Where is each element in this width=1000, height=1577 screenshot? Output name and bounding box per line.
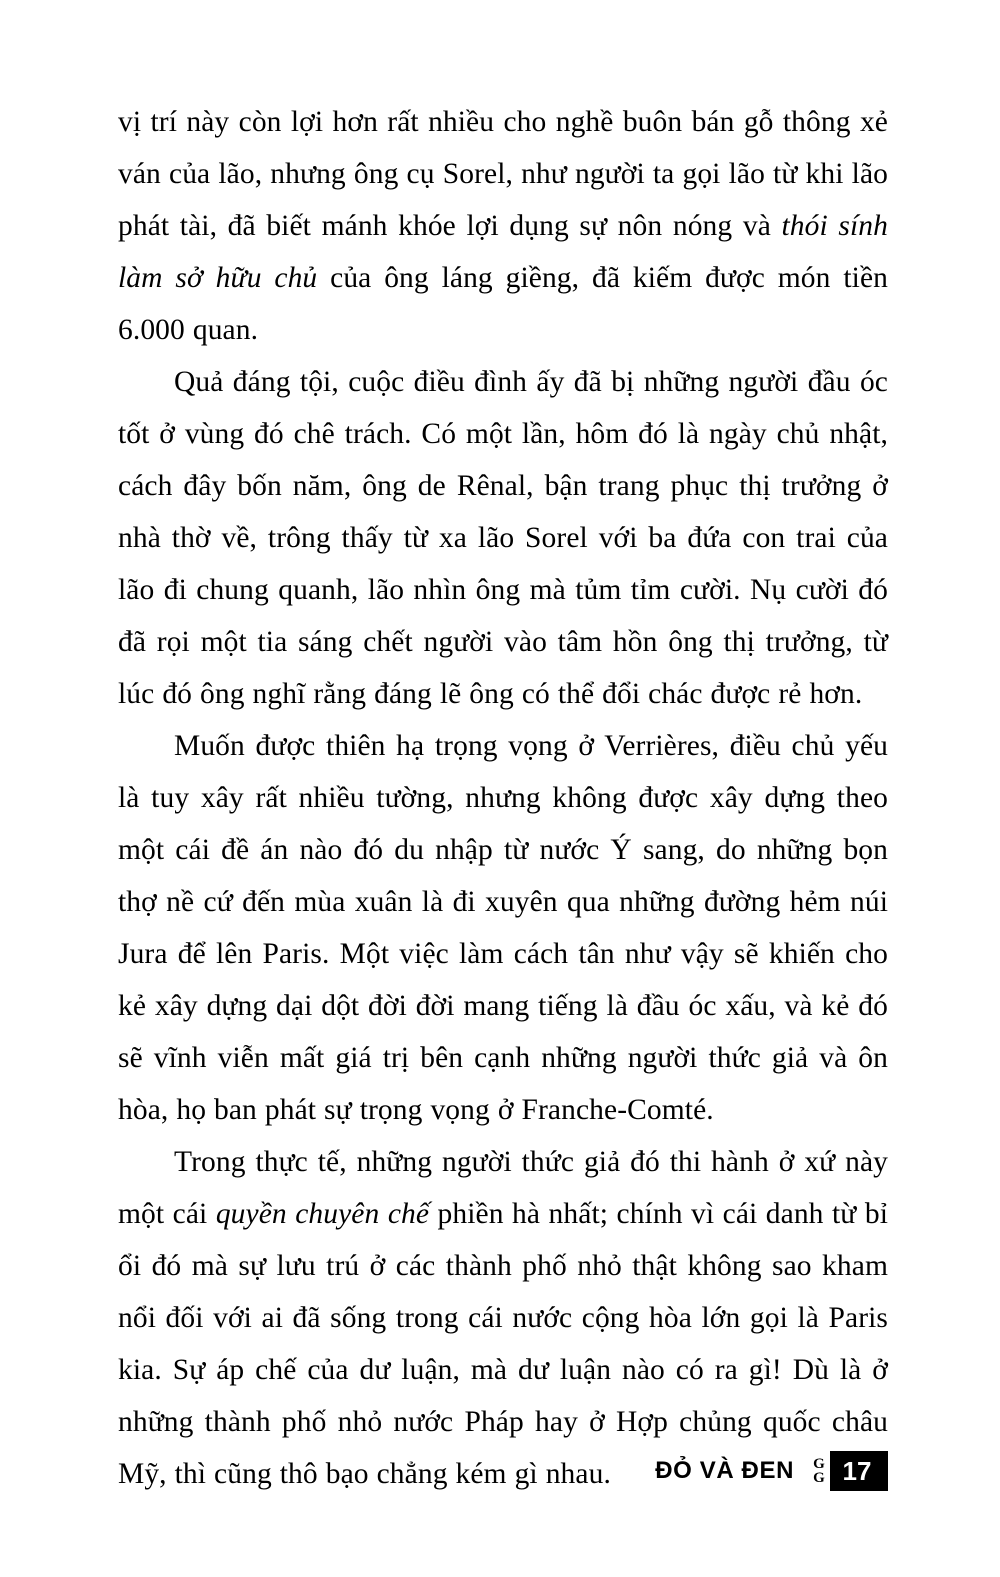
text-run: của ông láng giềng, đã kiếm được món tiền 6.000 quan.	[118, 262, 888, 346]
page-footer	[0, 1447, 1000, 1491]
page-body-text	[118, 96, 888, 1500]
text-run: Quả đáng tội, cuộc điều đình ấy đã bị những người đầu óc tốt ở vùng đó chê trách. Có một lần, hôm đó là ngày chủ nhật, cách đây bốn năm, ông de Rênal, bận trang phục thị trưởng ở nhà thờ về, trông thấy từ xa lão Sorel với ba đứa con trai của lão đi chung quanh, lão nhìn ông mà tủm tỉm cười. Nụ cười đó đã rọi một tia sáng chết người vào tâm hồn ông thị trưởng, từ lúc đó ông nghĩ rằng đáng lẽ ông có thể đổi chác được rẻ hơn.	[118, 366, 888, 710]
paragraph	[118, 96, 888, 356]
text-run: Trong thực tế, những người thức giả đó thi hành ở xứ này một cái	[118, 1146, 888, 1230]
page-number: 17	[842, 1455, 872, 1486]
publisher-mark-top: G	[813, 1456, 825, 1472]
paragraph	[118, 356, 888, 720]
publisher-mark-bottom: G	[813, 1470, 825, 1486]
text-run: vị trí này còn lợi hơn rất nhiều cho nghề buôn bán gỗ thông xẻ ván của lão, nhưng ông cụ Sorel, như người ta gọi lão từ khi lão phát tài, đã biết mánh khóe lợi dụng sự nôn nóng và	[118, 106, 888, 242]
text-run: Muốn được thiên hạ trọng vọng ở Verrières, điều chủ yếu là tuy xây rất nhiều tường, nhưng không được xây dựng theo một cái đề án nào đó du nhập từ nước Ý sang, do những bọn thợ nề cứ đến mùa xuân là đi xuyên qua những đường hẻm núi Jura để lên Paris. Một việc làm cách tân như vậy sẽ khiến cho kẻ xây dựng dại dột đời đời mang tiếng là đầu óc xấu, và kẻ đó sẽ vĩnh viễn mất giá trị bên cạnh những người thức giả và ôn hòa, họ ban phát sự trọng vọng ở Franche-Comté.	[118, 730, 888, 1126]
emphasized-text: thói sính làm sở hữu chủ	[118, 210, 888, 294]
book-title: ĐỎ VÀ ĐEN	[655, 1457, 794, 1484]
text-run: phiền hà nhất; chính vì cái danh từ bỉ ổi đó mà sự lưu trú ở các thành phố nhỏ thật không sao kham nổi đối với ai đã sống trong cái nước cộng hòa lớn gọi là Paris kia. Sự áp chế của dư luận, mà dư luận nào có ra gì! Dù là ở những thành phố nhỏ nước Pháp hay ở Hợp chủng quốc châu Mỹ, thì cũng thô bạo chẳng kém gì nhau.	[118, 1198, 888, 1490]
emphasized-text: quyền chuyên chế	[215, 1198, 430, 1230]
page-number-badge	[808, 1451, 888, 1491]
paragraph	[118, 720, 888, 1136]
publisher-logo-icon	[808, 1451, 830, 1491]
footer-content	[655, 1451, 888, 1491]
paragraph	[118, 1136, 888, 1500]
